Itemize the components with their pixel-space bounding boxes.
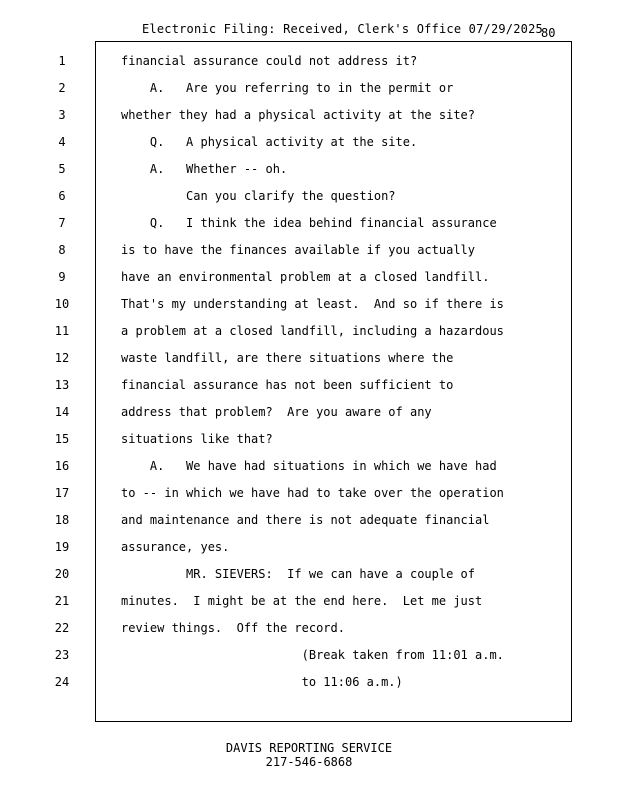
line-number: 12 (54, 351, 70, 365)
transcript-line: to 11:06 a.m.) (121, 675, 403, 689)
transcript-line: have an environmental problem at a closed landfill. (121, 270, 490, 284)
transcript-line: Can you clarify the question? (121, 189, 396, 203)
transcript-line: waste landfill, are there situations where the (121, 351, 454, 365)
line-number: 4 (58, 135, 66, 149)
line-number: 11 (54, 324, 70, 338)
transcript-line: financial assurance has not been sufficient to (121, 378, 454, 392)
line-number: 6 (58, 189, 66, 203)
transcript-line: financial assurance could not address it? (121, 54, 418, 68)
transcript-line: A. Whether -- oh. (121, 162, 288, 176)
transcript-line: and maintenance and there is not adequate financial (121, 513, 490, 527)
line-number: 24 (54, 675, 70, 689)
transcript-line: to -- in which we have had to take over the operation (121, 486, 504, 500)
line-number: 5 (58, 162, 66, 176)
transcript-line: review things. Off the record. (121, 621, 345, 635)
transcript-line: is to have the finances available if you actually (121, 243, 476, 257)
line-number: 15 (54, 432, 70, 446)
line-number: 1 (58, 54, 66, 68)
line-number: 14 (54, 405, 70, 419)
footer-phone: 217-546-6868 (265, 755, 353, 769)
transcript-line: a problem at a closed landfill, including a hazardous (121, 324, 504, 338)
line-number: 23 (54, 648, 70, 662)
line-number: 8 (58, 243, 66, 257)
line-number: 10 (54, 297, 70, 311)
line-number: 16 (54, 459, 70, 473)
line-number: 9 (58, 270, 66, 284)
line-number: 20 (54, 567, 70, 581)
transcript-line: Q. I think the idea behind financial assurance (121, 216, 497, 230)
filing-stamp: Electronic Filing: Received, Clerk's Office 07/29/2025 (142, 22, 543, 36)
line-number: 13 (54, 378, 70, 392)
footer-company: DAVIS REPORTING SERVICE (225, 741, 393, 755)
transcript-line: A. We have had situations in which we have had (121, 459, 497, 473)
line-number: 18 (54, 513, 70, 527)
transcript-line: assurance, yes. (121, 540, 230, 554)
line-number: 17 (54, 486, 70, 500)
line-number: 3 (58, 108, 66, 122)
line-number: 19 (54, 540, 70, 554)
transcript-line: Q. A physical activity at the site. (121, 135, 418, 149)
line-number: 21 (54, 594, 70, 608)
page-number: 80 (541, 26, 556, 40)
transcript-line: address that problem? Are you aware of any (121, 405, 432, 419)
line-number: 7 (58, 216, 66, 230)
transcript-line: minutes. I might be at the end here. Let me just (121, 594, 483, 608)
transcript-line: (Break taken from 11:01 a.m. (121, 648, 504, 662)
transcript-line: whether they had a physical activity at the site? (121, 108, 476, 122)
transcript-line: situations like that? (121, 432, 273, 446)
transcript-line: MR. SIEVERS: If we can have a couple of (121, 567, 476, 581)
transcript-line: A. Are you referring to in the permit or (121, 81, 454, 95)
line-number: 2 (58, 81, 66, 95)
line-number: 22 (54, 621, 70, 635)
transcript-line: That's my understanding at least. And so if there is (121, 297, 504, 311)
